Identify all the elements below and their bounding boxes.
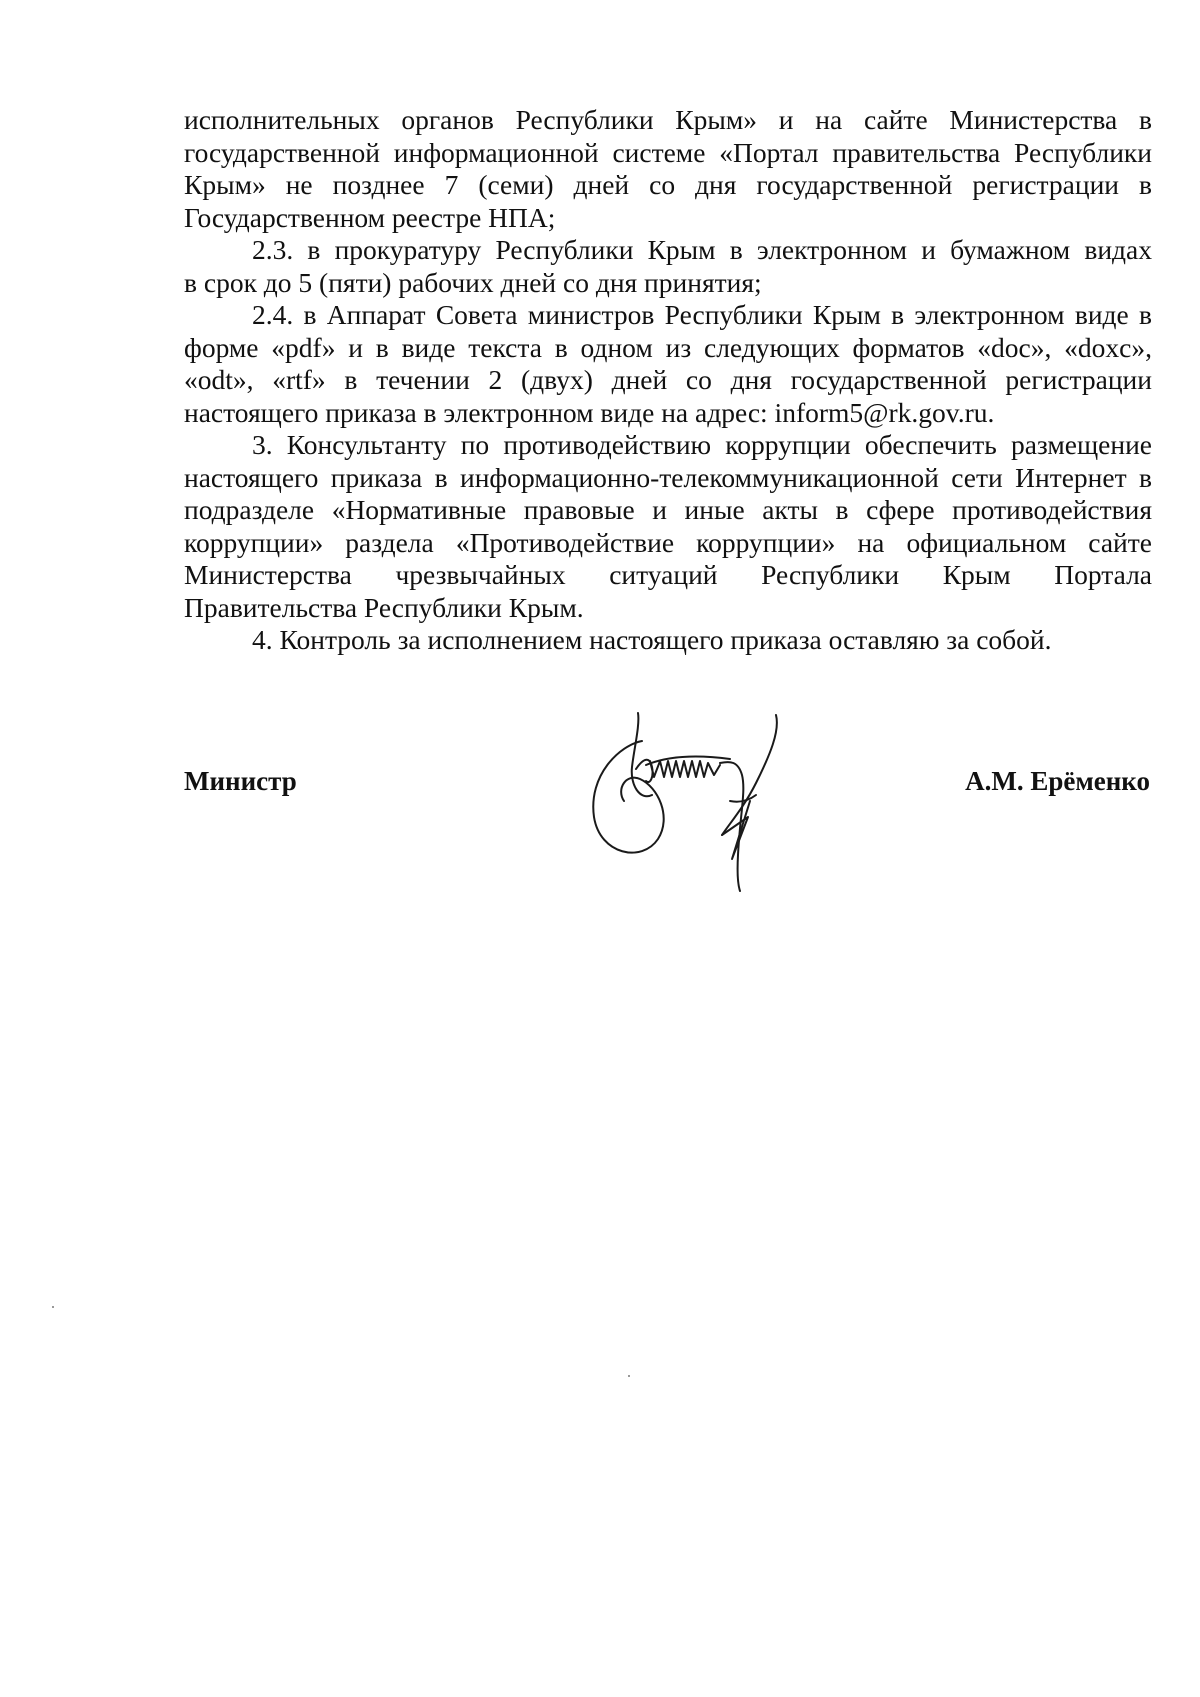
scan-speck	[628, 1375, 630, 1377]
paragraph-2-3-first-line: 2.3. в прокуратуру Республики Крым в электронном и бумажном видах	[252, 234, 1152, 265]
position-title: Министр	[184, 766, 297, 796]
document-body	[184, 104, 1152, 657]
signer-name: А.М. Ерёменко	[965, 766, 1150, 796]
handwritten-signature	[580, 705, 820, 895]
paragraph-2-3-second-line: в срок до 5 (пяти) рабочих дней со дня принятия;	[184, 266, 762, 298]
paragraph-4: 4. Контроль за исполнением настоящего приказа оставляю за собой.	[252, 624, 1052, 655]
scan-speck	[52, 1306, 54, 1308]
paragraph-3: 3. Консультанту по противодействию коррупции обеспечить размещение настоящего приказа в информационно-телекоммуникационной сети Интернет в подразделе «Нормативные правовые и иные акты в сфере противодействия коррупции» раздела «Противодействие коррупции» на официальном сайте Министерства чрезвычайных ситуаций Республики Крым Портала	[184, 429, 1152, 590]
paragraph-2-4: 2.4. в Аппарат Совета министров Республики Крым в электронном виде в форме «pdf» и в виде текста в одном из следующих форматов «doc», «doxc», «odt», «rtf» в течении 2 (двух) дней со дня государственной регистрации настоящего приказа в электронном виде на адрес: inform5@rk.gov.ru.	[184, 299, 1152, 428]
paragraph-continuation: исполнительных органов Республики Крым» и на сайте Министерства в государственной информационной системе «Портал правительства Республики Крым» не позднее 7 (семи) дней со дня государственной регистрации в Государственном реестре НПА;	[184, 104, 1152, 233]
paragraph-3-last-line: Правительства Республики Крым.	[184, 591, 584, 623]
